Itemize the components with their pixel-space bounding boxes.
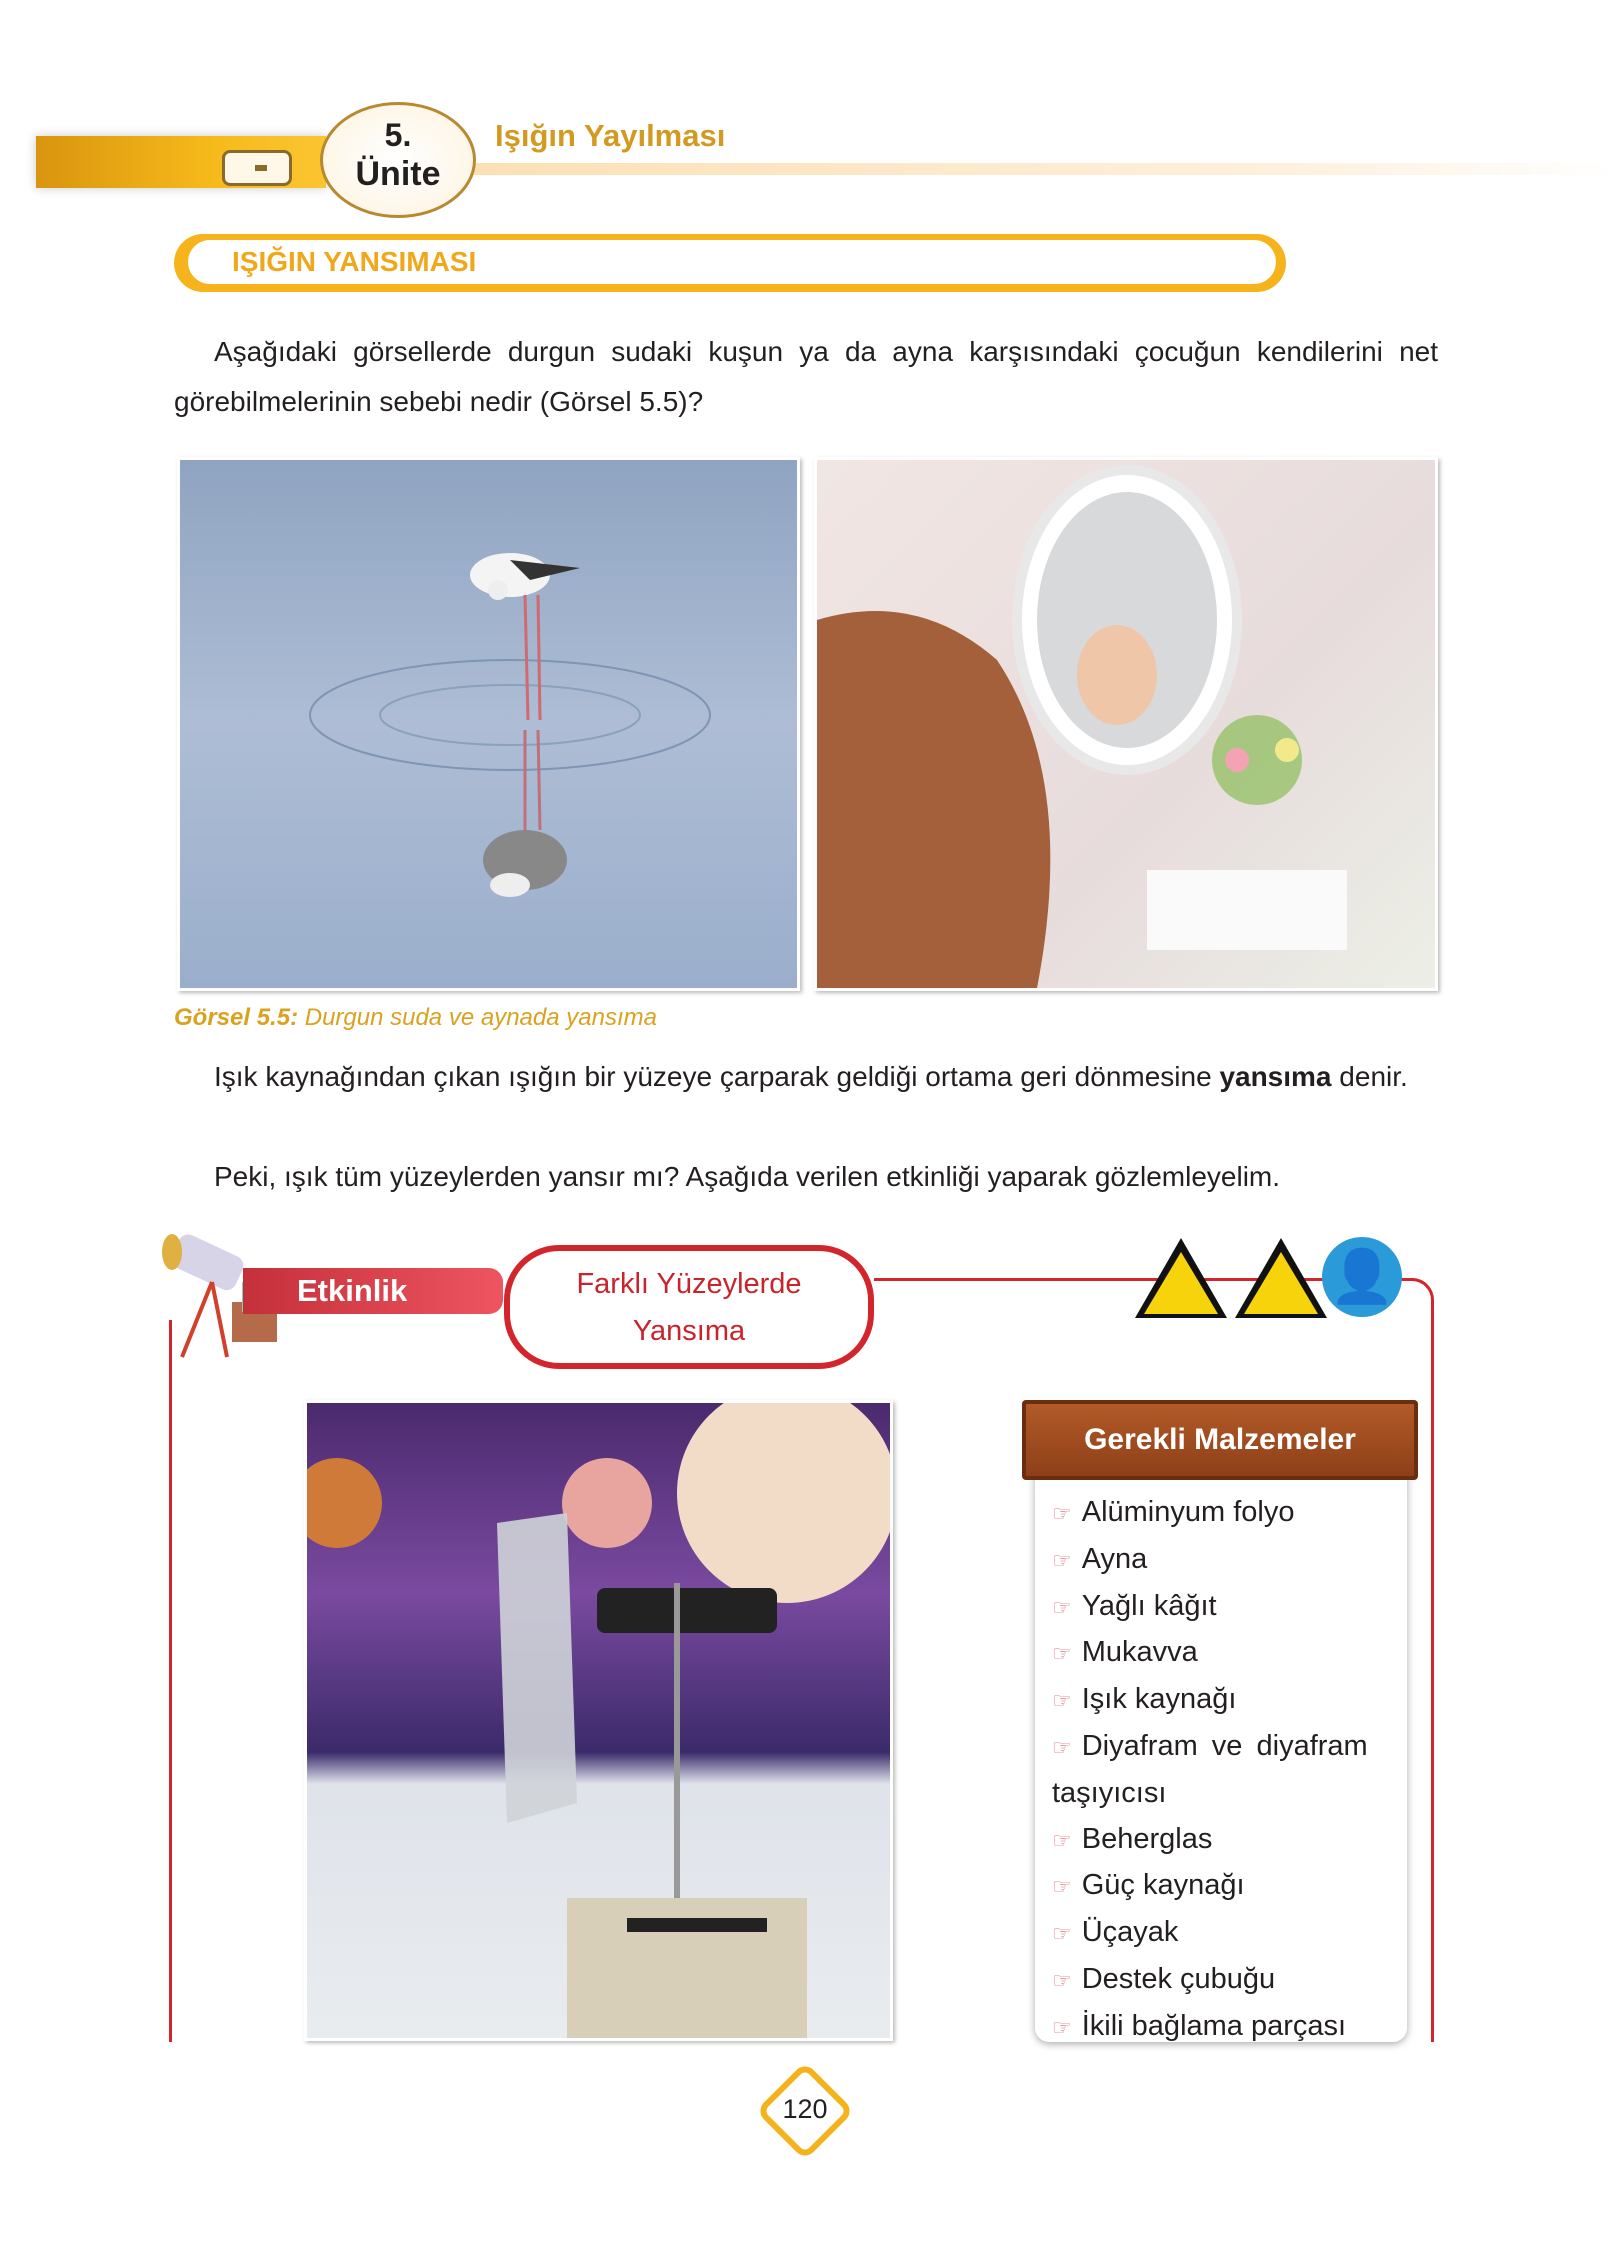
pointing-hand-icon: ☞ — [1052, 1641, 1072, 1667]
list-item — [1052, 1910, 1397, 1957]
activity-frame-right — [1412, 1278, 1434, 2042]
header-rule — [470, 163, 1615, 175]
pointing-hand-icon: ☞ — [1052, 1967, 1072, 1993]
material-label: Yağlı kâğıt — [1081, 1589, 1217, 1622]
definition-end: denir. — [1331, 1061, 1408, 1092]
pointing-hand-icon: ☞ — [1052, 1921, 1072, 1947]
list-item — [1052, 1724, 1397, 1817]
pointing-hand-icon: ☞ — [1052, 1874, 1072, 1900]
activity-title-line2: Yansıma — [632, 1315, 746, 1347]
activity-title-line1: Farklı Yüzeylerde — [576, 1268, 802, 1300]
list-item — [1052, 1490, 1397, 1537]
list-item — [1052, 1817, 1397, 1864]
activity-title — [504, 1245, 874, 1369]
material-label: Üçayak — [1081, 1916, 1179, 1949]
material-label: Destek çubuğu — [1081, 1962, 1276, 1995]
pointing-hand-icon: ☞ — [1052, 1734, 1072, 1760]
material-label: Alüminyum folyo — [1081, 1496, 1295, 1528]
material-label: Mukavva — [1081, 1636, 1198, 1669]
material-label: Beherglas — [1081, 1822, 1213, 1855]
list-item — [1052, 2004, 1397, 2051]
bird-reflection-photo — [177, 457, 800, 991]
protective-suit-icon: 👤 — [1322, 1237, 1402, 1317]
electric-warning-icon — [1235, 1238, 1327, 1318]
pointing-hand-icon: ☞ — [1052, 1594, 1072, 1620]
pointing-hand-icon: ☞ — [1052, 1547, 1072, 1573]
definition-paragraph — [174, 1052, 1438, 1102]
material-label: Diyafram ve diyafram taşıyıcısı — [1052, 1729, 1368, 1809]
pointing-hand-icon: ☞ — [1052, 1501, 1072, 1526]
figure-caption — [174, 1004, 657, 1032]
list-item — [1052, 1630, 1397, 1677]
unit-number: 5. — [384, 117, 412, 153]
material-label: Ayna — [1081, 1542, 1148, 1575]
pointing-hand-icon: ☞ — [1052, 1688, 1072, 1714]
list-item — [1052, 1677, 1397, 1724]
activity-frame-left — [169, 1320, 172, 2042]
material-label: Işık kaynağı — [1081, 1683, 1237, 1716]
list-item — [1052, 1537, 1397, 1584]
experiment-photo — [304, 1400, 893, 2041]
materials-title: Gerekli Malzemeler — [1022, 1400, 1418, 1480]
unit-word: Ünite — [355, 155, 441, 193]
unit-title: Işığın Yayılması — [495, 118, 726, 153]
flashlight-icon — [222, 150, 292, 186]
definition-term: yansıma — [1219, 1061, 1332, 1092]
list-item — [1052, 1863, 1397, 1910]
pointing-hand-icon: ☞ — [1052, 1827, 1072, 1853]
question-paragraph: Peki, ışık tüm yüzeylerden yansır mı? Aşağıda verilen etkinliği yaparak gözlemleyelim. — [214, 1161, 1281, 1192]
chemical-warning-icon — [1135, 1238, 1227, 1318]
intro-paragraph: Aşağıdaki görsellerde durgun sudaki kuşun ya da ayna karşısındaki çocuğun kendilerini net görebilmelerinin sebebi nedir (Görsel 5.5)? — [174, 336, 1438, 417]
list-item — [1052, 1584, 1397, 1631]
caption-text: Durgun suda ve aynada yansıma — [298, 1004, 657, 1031]
materials-list — [1052, 1490, 1397, 2051]
caption-label: Görsel 5.5: — [174, 1004, 299, 1031]
section-title-bar — [174, 234, 1286, 292]
material-label: Güç kaynağı — [1081, 1869, 1245, 1902]
section-title: IŞIĞIN YANSIMASI — [188, 240, 1276, 284]
unit-badge — [320, 102, 476, 218]
pointing-hand-icon: ☞ — [1052, 2014, 1072, 2040]
material-label: İkili bağlama parçası — [1081, 2009, 1347, 2042]
list-item — [1052, 1957, 1397, 2004]
activity-label: Etkinlik — [243, 1268, 503, 1314]
definition-text: Işık kaynağından çıkan ışığın bir yüzeye çarparak geldiği ortama geri dönmesine — [214, 1061, 1220, 1092]
girl-mirror-photo — [814, 457, 1438, 991]
page-number: 120 — [782, 2094, 828, 2124]
